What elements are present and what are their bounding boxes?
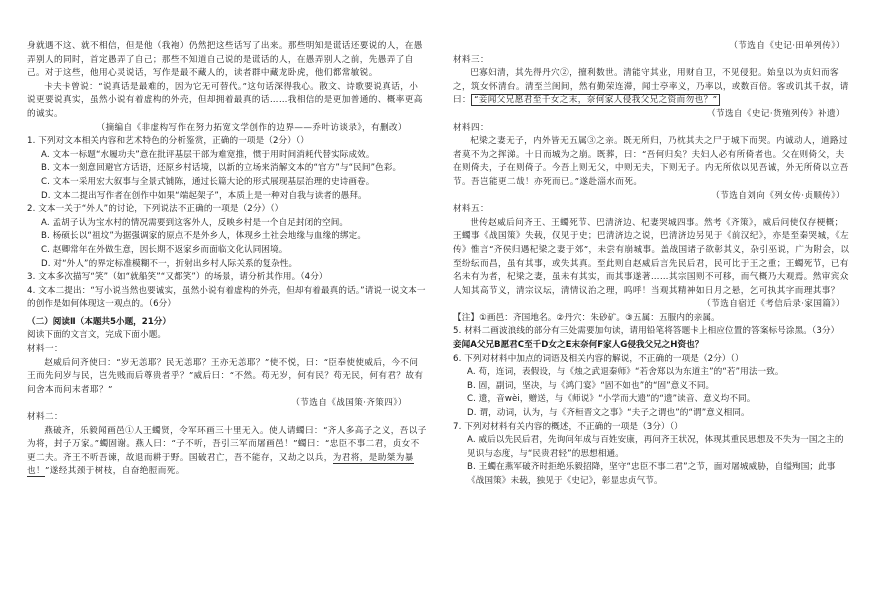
material-3-text [453,67,851,108]
material-5-title: 材料五： [453,204,489,215]
q2-option-a: A. 孟胡子认为宝水村的情况需要到这客外人，反映乡村是一个自足封闭的空间。 [41,217,349,228]
left-column [27,40,427,479]
material-4-title: 材料四： [453,122,489,133]
q1-option-d: D. 文本二提出写作者在创作中如果“端起架子”，本质上是一种对自我与读者的愚拜。 [41,190,367,201]
source-note-6: （节选自宿迁《考信后录·家国篇》） [702,299,845,310]
q2-option-b: B. 杨硕长以“祖坟”为据强调家的原点不是外乡人，体现乡土社会地缘与血缘的绑定。 [41,231,367,242]
intro-paragraph-1: 身就遇不这、就不相信，但是他（我袍）仍然把这些话写了出来。那些明知是谎话还要说的人，在愚弄别人的同时，首定愚弄了自己；那些不知道自己说的是谎话的人，在愚弄别人之前，先愚弄了自己。对于这些，他用心灵说话，写作是最不藏人的，读者群中藏龙卧虎，他们都常敏锐。 [27,41,423,79]
question-3: 3. 文本多次描写“笑”（如“就船笑”“又都笑”）的场景，请分析其作用。（4分） [27,272,328,283]
material-3-quote: “妾闻父兄愿君至千女之末，奈何家人侵我父兄之资而勿也？” [471,94,720,106]
material-1-text: 赵威后问齐使曰：“岁无恙耶？民无恙耶？王亦无恙耶？”使不悦，曰：“臣奉使使威后，今不问王而先问岁与民，岂先贱而后尊贵者乎？”威后曰：“不然。苟无岁，何有民？苟无民，何有君？故有问舍本而问末者耶？” [27,357,424,395]
question-2: 2. 文本一关于“外人”的讨论，下列说法不正确的一项是（2分）（） [27,204,284,215]
q7-option-a: A. 威后以先民后君，先询问年成与百姓安康，再问齐王状况，体现其重民思想及不失为一国之主的见识与态度，与“民贵君轻”的思想相通。 [467,435,844,459]
right-column [453,40,851,489]
source-note-1: （摘编自《非虚构写作在努力拓宽文学创作的边界——乔叶访谈录》，有删改） [96,122,407,133]
source-note-4: （节选自《史记·货殖列传》补遗） [706,108,845,119]
material-2-underlined: 为君将，是助桀为暴也！ [27,452,414,477]
material-5-text: 世传赵威后问齐王、王蠋死节、巴清济边、杞妻哭城四事。然考《齐策》，威后问使仅存梗概；王蠋事《战国策》失载，仅见于史；巴清济边之说，巴清济边另见于《前汉纪》，亦是至秦哭城，《左传》惟言“齐侯归遇杞梁之妻于郊”，未尝有崩城事。盖战国诸子欲彰其义，杂引巫说，广为附会，以至纷纭而昌，虽有其事，或失其真。至此则自赵威后言先民后君，民可比于王之重；王蠋死节，已有名未有为者，杞梁之妻，虽未有其实，而其事遂著……其宗国则不可移，而气概乃大观焉。然审宾众人知其高节义，清宗议坛，清情议治之理，呜呼！当观其精神如日月之悬，乞可执其字而理其事？ [453,217,850,296]
material-2-text [27,425,427,479]
material-1-title: 材料一： [27,344,63,355]
q2-option-d: D. 对“外人”的界定标准模糊不一，折射出乡村人际关系的复杂性。 [41,258,298,269]
q7-option-b: B. 王蠋在燕军破齐时拒绝乐毅招降，坚守“忠臣不事二君”之节，面对屠城威胁，自缢殉国；此事《战国策》未载，独见于《史记》，彰显忠贞气节。 [467,462,836,486]
q6-option-a: A. 苟，连词，表假设，与《烛之武退秦师》“若舍郑以为东道主”的“若”用法一致。 [467,367,784,378]
q6-option-b: B. 固，副词，坚决，与《鸿门宴》“固不如也”的“固”意义不同。 [467,380,715,391]
material-3-title: 材料三： [453,54,489,65]
q6-option-c: C. 遗，音wèi，赠送，与《师说》“小学而大遗”的“遗”读音、意义均不同。 [467,394,756,405]
q1-option-a: A. 文本一标题“水履功夫”意在批评基层干部为难宽推，惯于用时间消耗代替实际成效。 [41,149,375,160]
source-note-2: （节选自《战国策·齐策四》） [291,398,407,409]
material-2-title: 材料二： [27,412,63,423]
q6-option-d: D. 谓，动词，认为，与《齐桓晋文之事》“夫子之谓也”的“谓”意义相同。 [467,408,750,419]
q5-punctuation-line: 妾闻A父兄B愿君C至千D女之E末奈何F家人G侵我父兄之H资也？ [453,340,704,351]
question-5: 5. 材料二画波浪线的部分有三处需要加句读，请用铅笔将答题卡上相应位置的答案标号涂黑。（3分） [453,326,840,337]
intro-paragraph-2: 卡夫卡曾说：“说真话是最难的，因为它无可替代。”这句话深得我心。散文、诗歌要说真话，小说更要说真实，虽然小说有着虚构的外壳，但却拥着最真的话……我相信的是更加普通的、概率更高的诚实。 [27,81,423,119]
question-6: 6. 下列对材料中加点的词语及相关内容的解说，不正确的一项是（2分）（） [453,353,744,364]
question-4: 4. 文本二提出：“写小说当然也要诚实，虽然小说有着虚构的外壳，但却有着最真的话。”请说一说文本一的创作是如何体现这一观点的。（6分） [27,285,426,310]
material-2-end: ”遂经其颈于树枝，自奋绝脰而死。 [45,466,185,477]
material-2-body: 燕破齐，乐毅闻画邑①人王蠋贤，令军环画三十里无入。使人请蠋曰：“齐人多高子之义，吾以子为将，封子万家。”蠋固谢。燕人曰：“子不听，吾引三军而屠画邑！”蠋曰：“忠臣不事二君，贞女不更二夫。齐王不听吾谏，故退而耕于野。国破君亡，吾不能存，又劫之以兵， [27,425,427,463]
question-7: 7. 下列对材料有关内容的概述，不正确的一项是（3分）（） [453,421,683,432]
question-1: 1. 下列对文本相关内容和艺术特色的分析鉴赏，正确的一项是（2分）（） [27,136,310,147]
material-4-text: 杞梁之妻无子，内外皆无五属③之亲。既无所归，乃枕其夫之尸于城下而哭。内诚动人，道路过者莫不为之挥涕。十日而城为之崩。既葬，曰：“吾何归矣？夫妇人必有所倚者也。父在则倚父，夫在则倚夫，子在则倚子。今吾上则无父，中则无夫，下则无子。内无所依以见吾诚，外无所倚以立吾节。吾岂能更二哉！亦死而已。”遂赴淄水而死。 [453,136,849,187]
material-3-body: 巴寡妇清，其先得丹穴②，擅利数世。清能守其业，用财自卫，不见侵犯。始皇以为贞妇而客之，筑女怀清台。清至兰闺间，然有勤荣连滞，闻士亭率义，乃率以，或数百倍。客或讥其千叔，请曰： [453,68,849,106]
section-heading-2: （二）阅读Ⅱ（本题共5小题，21分） [27,316,171,327]
source-note-5: （节选自刘向《列女传·贞顺传》） [711,190,845,201]
instructions: 阅读下面的文言文，完成下面小题。 [27,330,167,341]
annotation-note: 【注】①画邑：齐国地名。②丹穴：朱砂矿。③五属：五服内的亲属。 [453,312,720,323]
q1-option-c: C. 文本一采用宏大叙事与全景式铺陈，通过长篇大论的形式展现基层治理的史诗画卷。 [41,176,375,187]
q1-option-b: B. 文本一刻意回避官方话语，还原乡村话境，以新的立场来消解文本的“官方”与“民间”色彩。 [41,163,402,174]
q2-option-c: C. 赵卿常年在外做生意，因长期不返家乡而面临文化认同困境。 [41,244,288,255]
source-note-3: （节选自《史记·田单列传》） [729,41,845,51]
